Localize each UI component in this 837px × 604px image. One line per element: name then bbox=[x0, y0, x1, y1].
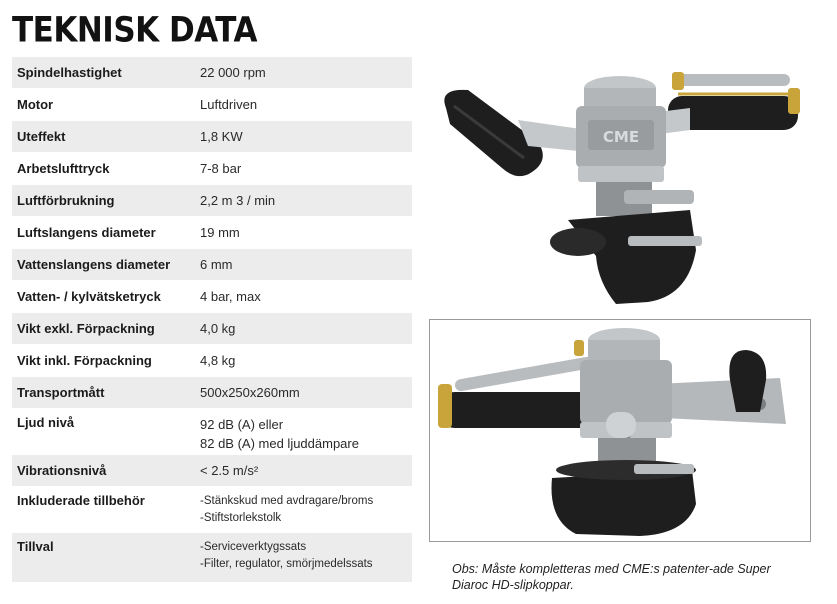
spec-row-arbetslufttryck bbox=[12, 153, 412, 185]
spec-row-kylvatsketryck bbox=[12, 281, 412, 313]
spec-row-motor bbox=[12, 89, 412, 121]
spec-value: 19 mm bbox=[200, 225, 240, 240]
spec-value: 1,8 KW bbox=[200, 129, 243, 144]
spec-row-luftforbrukning bbox=[12, 185, 412, 217]
page-title: TEKNISK DATA bbox=[12, 10, 258, 51]
spec-value: 7-8 bar bbox=[200, 161, 242, 176]
spec-label: Tillval bbox=[17, 539, 54, 554]
spec-row-vattenslangens-diameter bbox=[12, 249, 412, 281]
spec-label: Vikt exkl. Förpackning bbox=[17, 321, 155, 336]
spec-row-spindelhastighet bbox=[12, 57, 412, 89]
spec-label: Vattenslangens diameter bbox=[17, 257, 171, 272]
spec-value: < 2.5 m/s² bbox=[200, 463, 259, 478]
spec-value: 500x250x260mm bbox=[200, 385, 300, 400]
air-hose-bar-icon bbox=[438, 340, 600, 428]
footnote-label: Obs: bbox=[452, 562, 479, 576]
spec-label: Transportmått bbox=[17, 385, 105, 400]
spec-value: 4 bar, max bbox=[200, 289, 261, 304]
spec-value: -Stänkskud med avdragare/broms -Stiftstorlekstolk bbox=[200, 495, 374, 524]
spec-value: Luftdriven bbox=[200, 97, 258, 112]
spec-value: 4,0 kg bbox=[200, 321, 236, 336]
spec-row-inkluderade-tillbehor bbox=[12, 487, 412, 533]
spec-value: 6 mm bbox=[200, 257, 233, 272]
spec-value: -Serviceverktygssats -Filter, regulator, smörjmedelssats bbox=[200, 541, 373, 570]
motor-housing-icon bbox=[576, 76, 666, 182]
grip-handle-icon bbox=[729, 350, 766, 412]
spec-value: 22 000 rpm bbox=[200, 65, 266, 80]
spec-label: Uteffekt bbox=[17, 129, 66, 144]
spec-row-ljud-niva bbox=[12, 409, 412, 455]
spec-label: Motor bbox=[17, 97, 54, 112]
spec-label: Luftförbrukning bbox=[17, 193, 115, 208]
spec-row-uteffekt bbox=[12, 121, 412, 153]
spec-value: 2,2 m 3 / min bbox=[200, 193, 276, 208]
product-photo-bottom bbox=[429, 319, 811, 542]
spec-value: 92 dB (A) eller 82 dB (A) med ljuddämpare bbox=[200, 417, 359, 451]
product-photo-top bbox=[428, 60, 818, 310]
spec-label: Vibrationsnivå bbox=[17, 463, 107, 478]
footnote-text: Måste kompletteras med CME:s patenter-ade Super Diaroc HD-slipkoppar. bbox=[452, 562, 771, 592]
spec-value: 4,8 kg bbox=[200, 353, 236, 368]
spec-row-vikt-inkl bbox=[12, 345, 412, 377]
spec-label: Vikt inkl. Förpackning bbox=[17, 353, 152, 368]
spec-label: Arbetslufttryck bbox=[17, 161, 110, 176]
svg-text:CME: CME bbox=[602, 128, 640, 146]
spec-row-tillval bbox=[12, 533, 412, 583]
spec-label: Inkluderade tillbehör bbox=[17, 493, 145, 508]
spec-label: Ljud nivå bbox=[17, 415, 75, 430]
splash-guard-icon bbox=[552, 460, 697, 536]
spec-label: Spindelhastighet bbox=[17, 65, 122, 80]
spec-row-vibrationsniva bbox=[12, 455, 412, 487]
spec-row-luftslangens-diameter bbox=[12, 217, 412, 249]
spec-row-transportmatt bbox=[12, 377, 412, 409]
footnote bbox=[452, 561, 792, 593]
spec-label: Vatten- / kylvätsketryck bbox=[17, 289, 161, 304]
spec-table bbox=[12, 57, 412, 583]
spec-row-vikt-exkl bbox=[12, 313, 412, 345]
splash-guard-icon bbox=[550, 210, 702, 304]
spec-label: Luftslangens diameter bbox=[17, 225, 156, 240]
